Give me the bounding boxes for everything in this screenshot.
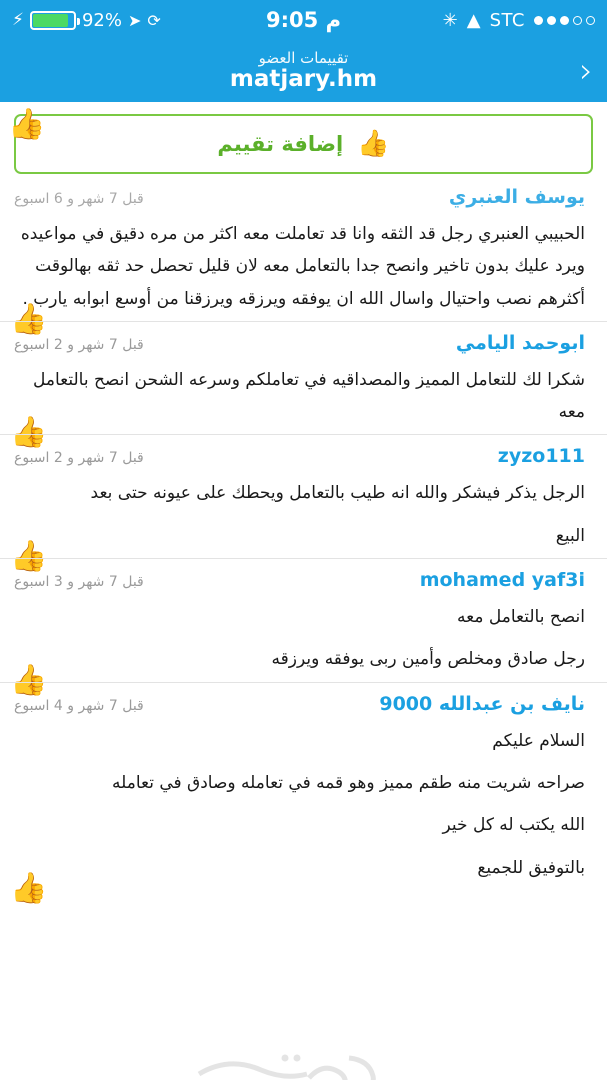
review-header	[14, 445, 585, 467]
review-header	[14, 186, 585, 208]
thumbs-up-icon: 👍	[10, 539, 48, 575]
list-item[interactable]	[0, 186, 607, 337]
add-rating-section	[0, 102, 607, 186]
review-line: البيع	[555, 525, 585, 546]
review-author[interactable]: يوسف العنبري	[448, 186, 585, 208]
list-item[interactable]	[0, 321, 607, 451]
battery-icon	[30, 11, 76, 30]
list-item[interactable]	[0, 558, 607, 698]
add-rating-button[interactable]	[14, 114, 593, 174]
page-subtitle: تقييمات العضو	[258, 49, 349, 68]
page-title: matjary.hm	[229, 65, 378, 92]
bluetooth-icon: ✳	[442, 9, 458, 31]
review-body	[14, 477, 585, 552]
review-line: رجل صادق ومخلص وأمين ربى يوفقه ويرزقه	[271, 649, 585, 670]
battery-percent-label: 92%	[81, 9, 122, 31]
review-header	[14, 693, 585, 715]
navigation-bar	[0, 40, 607, 102]
review-header	[14, 569, 585, 591]
review-header	[14, 332, 585, 354]
chevron-right-icon[interactable]: ›	[579, 51, 593, 91]
navigation-titles	[0, 50, 607, 92]
location-arrow-icon: ➤	[127, 10, 142, 30]
thumbs-up-icon: 👍	[10, 301, 48, 337]
rotation-lock-icon: ⟳	[147, 10, 161, 30]
review-date: قبل 7 شهر و 6 اسبوع	[14, 191, 144, 207]
review-date: قبل 7 شهر و 4 اسبوع	[14, 697, 144, 714]
review-author[interactable]: zyzo111	[497, 445, 585, 468]
signal-strength-dots	[534, 16, 595, 25]
review-body	[14, 725, 585, 884]
review-body	[14, 218, 585, 315]
status-bar-left	[12, 10, 161, 31]
thumbs-up-icon: 👍	[10, 415, 48, 451]
review-line: بالتوفيق للجميع	[477, 857, 585, 878]
review-line: السلام عليكم	[492, 730, 585, 751]
status-bar	[0, 0, 607, 40]
status-bar-right	[443, 10, 595, 31]
review-body	[14, 364, 585, 429]
thumbs-up-icon: 👍	[357, 129, 390, 159]
list-item[interactable]	[0, 434, 607, 575]
haraj-watermark	[0, 1044, 607, 1080]
review-date: قبل 7 شهر و 3 اسبوع	[14, 574, 144, 591]
review-line: انصح بالتعامل معه	[457, 607, 585, 628]
review-author[interactable]: نايف بن عبدالله 9000	[379, 692, 585, 715]
review-line: صراحه شريت منه طقم مميز وهو قمه في تعامله وصادق في تعامله	[111, 772, 585, 793]
review-author[interactable]: ابوحمد اليامي	[455, 331, 585, 354]
clock-time: 9:05	[266, 8, 319, 32]
review-date: قبل 7 شهر و 2 اسبوع	[14, 450, 144, 467]
review-line: الحبيبي العنبري رجل قد الثقه وانا قد تعاملت معه اكثر من مره دقيق في مواعيده ويرد عليك بدون تاخير وانصح جدا بالتعامل معه لان قليل تحصل حد ثقه بهالوقت أكثرهم نصب واحتيال واسال الله ان يوفقه ويرزقه ويرزقنا من أوسع ابوابه يارب .	[20, 224, 585, 309]
carrier-label: STC	[489, 9, 525, 31]
review-line: الله يكتب له كل خير	[442, 815, 585, 836]
review-author[interactable]: mohamed yaf3i	[419, 569, 585, 592]
list-item[interactable]	[0, 682, 607, 906]
charging-bolt-icon: ⚡	[12, 10, 24, 30]
review-line: الرجل يذكر فيشكر والله انه طيب بالتعامل ويحطك على عيونه حتى بعد	[90, 483, 585, 504]
review-body	[14, 601, 585, 676]
reviews-list[interactable]	[0, 186, 607, 1080]
add-rating-label: إضافة تقييم	[217, 132, 344, 156]
thumbs-up-icon: 👍	[10, 870, 48, 906]
thumbs-up-icon: 👍	[10, 662, 48, 698]
clock-meridiem: م	[325, 8, 341, 32]
review-date: قبل 7 شهر و 2 اسبوع	[14, 336, 144, 353]
review-line: شكرا لك للتعامل المميز والمصداقيه في تعاملكم وسرعه الشحن انصح بالتعامل معه	[32, 369, 585, 423]
thumbs-up-icon: 👍	[8, 107, 46, 142]
wifi-icon: ▲	[466, 9, 481, 31]
